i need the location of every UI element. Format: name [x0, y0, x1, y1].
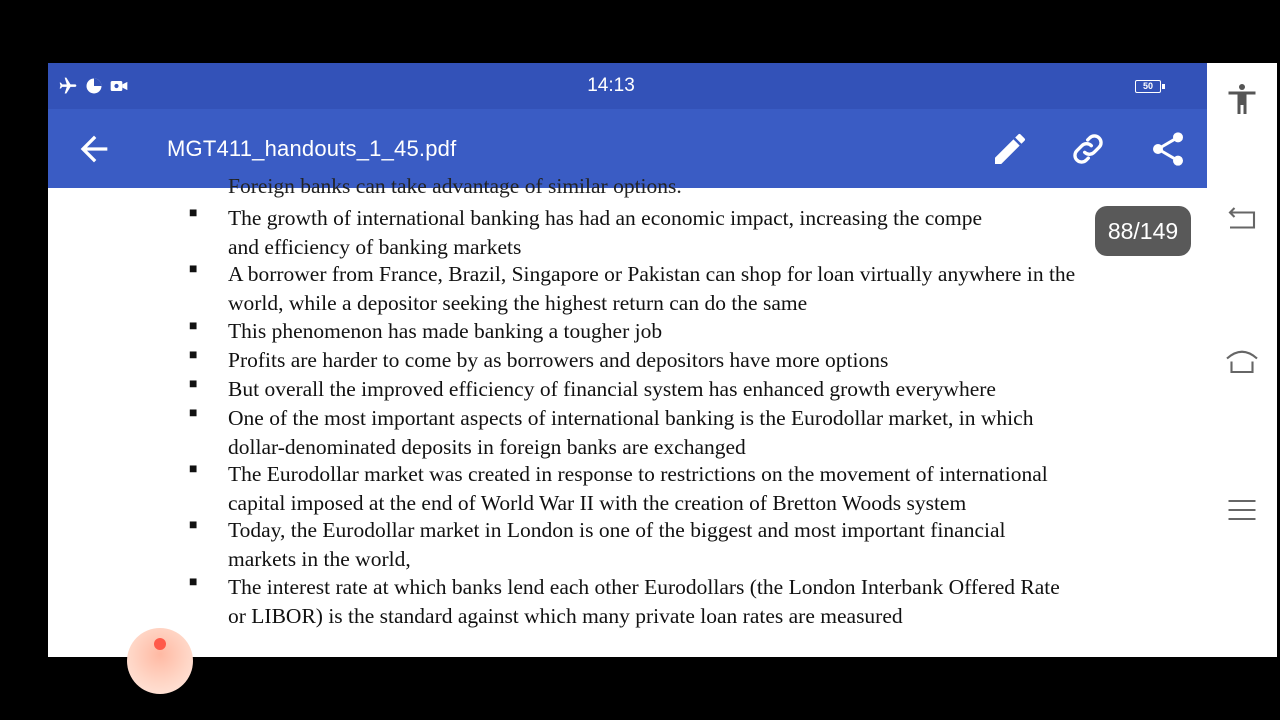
back-arrow-icon[interactable] — [74, 129, 114, 169]
bullet-icon: ■ — [189, 319, 198, 334]
list-item-text: Today, the Eurodollar market in London is one of the biggest and most important financial markets in the world, — [228, 518, 1006, 571]
list-item-text: The interest rate at which banks lend each other Eurodollars (the London Interbank Offered Rate or LIBOR) is the standard against which many private loan rates are measured — [228, 575, 1060, 628]
battery-icon: 50 — [1135, 80, 1161, 93]
share-icon[interactable] — [1148, 129, 1188, 169]
system-nav-panel — [1207, 63, 1277, 657]
page-indicator-badge: 88/149 — [1095, 206, 1191, 256]
bullet-icon: ■ — [189, 262, 198, 277]
list-item-text: The Eurodollar market was created in response to restrictions on the movement of international capital imposed at the end of World War II with the creation of Bretton Woods system — [228, 462, 1048, 515]
device-screen — [48, 63, 1277, 657]
bullet-icon: ■ — [189, 518, 198, 533]
list-item-text: One of the most important aspects of international banking is the Eurodollar market, in which dollar-denominated deposits in foreign banks are exchanged — [228, 406, 1034, 459]
accessibility-icon[interactable] — [1224, 81, 1260, 117]
list-item-text: This phenomenon has made banking a tougher job — [228, 319, 663, 343]
list-item-text: A borrower from France, Brazil, Singapore or Pakistan can shop for loan virtually anywhere in the world, while a depositor seeking the highest return can do the same — [228, 262, 1076, 315]
record-dot-icon — [154, 638, 166, 650]
link-icon[interactable] — [1068, 129, 1108, 169]
list-item-text: The growth of international banking has had an economic impact, increasing the compe and efficiency of banking markets — [228, 206, 983, 259]
document-title: MGT411_handouts_1_45.pdf — [167, 136, 457, 161]
list-item-text: Profits are harder to come by as borrowers and depositors have more options — [228, 348, 889, 372]
status-bar — [48, 63, 1207, 109]
back-icon[interactable] — [1224, 202, 1260, 238]
bullet-icon: ■ — [189, 348, 198, 363]
list-item-text: But overall the improved efficiency of financial system has enhanced growth everywhere — [228, 377, 996, 401]
bullet-icon: ■ — [189, 377, 198, 392]
bullet-icon: ■ — [189, 575, 198, 590]
bullet-icon: ■ — [189, 206, 198, 221]
edit-icon[interactable] — [990, 129, 1030, 169]
cutoff-text-line: Foreign banks can take advantage of similar options. — [228, 174, 682, 198]
menu-icon[interactable] — [1224, 492, 1260, 528]
bullet-icon: ■ — [189, 462, 198, 477]
home-icon[interactable] — [1224, 342, 1260, 378]
bullet-icon: ■ — [189, 406, 198, 421]
floating-action-button[interactable] — [127, 628, 193, 694]
pdf-page[interactable] — [48, 174, 1207, 657]
status-clock: 14:13 — [587, 75, 635, 96]
